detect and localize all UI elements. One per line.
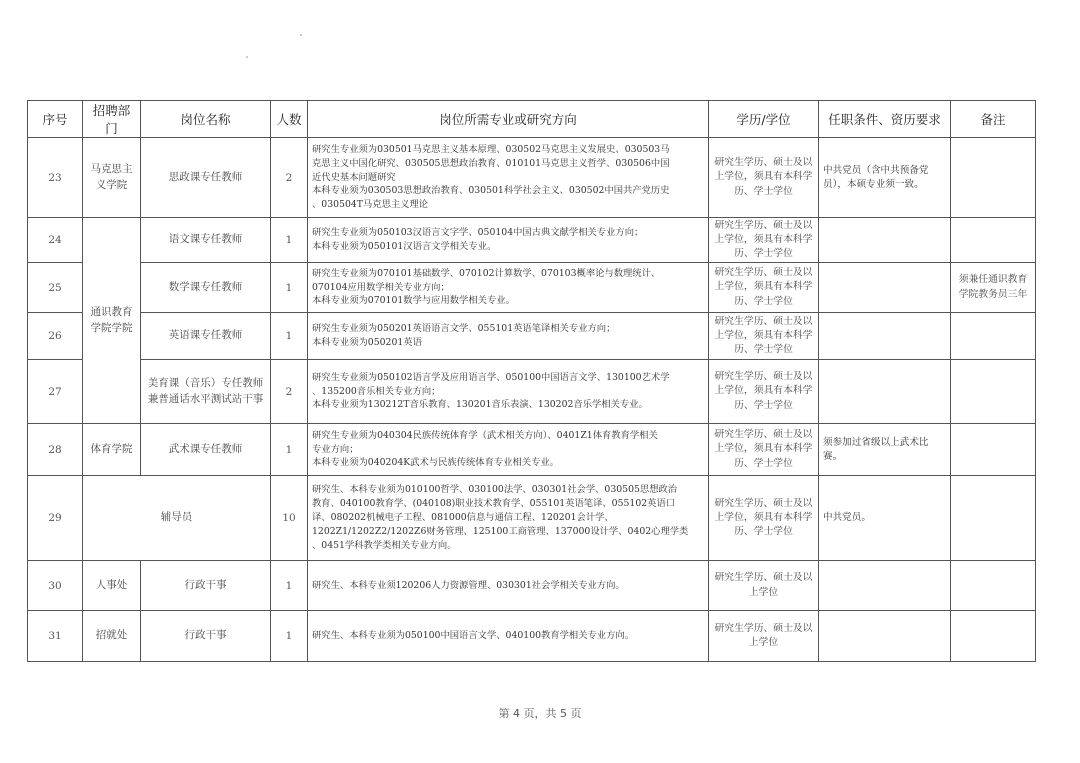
row-position: 数学课专任教师 (141, 263, 271, 313)
row-note (951, 138, 1036, 218)
requirement-line: 研究生专业须为050201英语语言文学、055101英语笔译相关专业方向； (312, 323, 616, 335)
row-conditions (819, 218, 951, 263)
row-count: 1 (271, 611, 308, 662)
row-no: 25 (28, 263, 83, 313)
row-position: 美育课（音乐）专任教师兼普通话水平测试站干事 (141, 360, 271, 424)
requirement-line: 070104应用数学相关专业方向； (312, 281, 450, 293)
requirement-line: 、135200音乐相关专业方向； (312, 385, 441, 397)
requirement-line: 、0451学科教学类相关专业方向。 (312, 539, 457, 551)
requirement-line: 本科专业须为050201英语 (312, 337, 422, 348)
row-count: 1 (271, 313, 308, 360)
row-education: 研究生学历、硕士及以上学位，须具有本科学历、学士学位 (709, 313, 819, 360)
requirement-line: 克思主义中国化研究、030505思想政治教育、010101马克思主义哲学、030506中国 (312, 157, 670, 169)
row-note (951, 313, 1036, 360)
requirement-line: 译、080202机械电子工程、081000信息与通信工程、120201会计学、 (312, 512, 614, 524)
table-row (28, 424, 1036, 476)
row-requirements (308, 611, 709, 662)
row-dept: 体育学院 (83, 424, 141, 476)
row-requirements (308, 218, 709, 263)
row-count: 2 (271, 360, 308, 424)
requirement-line: 本科专业须为070101数学与应用数学相关专业。 (312, 295, 515, 307)
table-row (28, 561, 1036, 611)
table-row (28, 218, 1036, 263)
row-count: 2 (271, 138, 308, 218)
row-note (951, 360, 1036, 424)
header-dept: 招聘部门 (83, 101, 141, 138)
table-row (28, 313, 1036, 360)
header-conditions: 任职条件、资历要求 (819, 101, 951, 138)
row-conditions: 中共党员。 (819, 476, 951, 561)
row-position: 思政课专任教师 (141, 138, 271, 218)
header-note: 备注 (951, 101, 1036, 138)
table-row (28, 360, 1036, 424)
requirement-line: 教育、040100教育学、(040108)职业技术教育学、055101英语笔译、055102英语口 (312, 498, 676, 510)
requirement-line: 本科专业须为130212T音乐教育、130201音乐表演、130202音乐学相关专业。 (312, 399, 648, 411)
row-requirements (308, 424, 709, 476)
header-count: 人数 (271, 101, 308, 138)
row-requirements (308, 138, 709, 218)
row-dept: 通识教育学院学院 (83, 218, 141, 424)
row-education: 研究生学历、硕士及以上学位，须具有本科学历、学士学位 (709, 424, 819, 476)
row-education: 研究生学历、硕士及以上学位，须具有本科学历、学士学位 (709, 263, 819, 313)
row-dept: 人事处 (83, 561, 141, 611)
requirement-line: 本科专业须为040204K武术与民族传统体育专业相关专业。 (312, 457, 559, 469)
requirement-line: 近代史基本问题研究 (312, 171, 396, 183)
row-conditions (819, 313, 951, 360)
requirement-line: 研究生专业须为070101基础数学、070102计算数学、070103概率论与数理统计、 (312, 267, 661, 279)
row-position: 辅导员 (83, 476, 271, 561)
row-position: 行政干事 (141, 611, 271, 662)
row-conditions (819, 561, 951, 611)
requirement-line: 1202Z1/1202Z2/1202Z6财务管理、125100工商管理、137000设计学、0402心理学类 (312, 525, 689, 537)
row-no: 24 (28, 218, 83, 263)
row-count: 1 (271, 263, 308, 313)
table-row (28, 138, 1036, 218)
page-number-footer: 第 4 页，共 5 页 (498, 707, 582, 720)
table-row (28, 611, 1036, 662)
row-requirements (308, 561, 709, 611)
row-note (951, 611, 1036, 662)
row-position: 英语课专任教师 (141, 313, 271, 360)
header-education: 学历/学位 (709, 101, 819, 138)
row-requirements (308, 263, 709, 313)
row-requirements (308, 313, 709, 360)
recruitment-table (27, 100, 1036, 662)
row-note (951, 561, 1036, 611)
row-education: 研究生学历、硕士及以上学位，须具有本科学历、学士学位 (709, 138, 819, 218)
row-count: 10 (271, 476, 308, 561)
row-note: 须兼任通识教育学院教务员三年 (951, 263, 1036, 313)
table-row (28, 263, 1036, 313)
scan-speck (246, 56, 248, 58)
row-education: 研究生学历、硕士及以上学位，须具有本科学历、学士学位 (709, 360, 819, 424)
requirement-line: 本科专业须为050101汉语言文学相关专业。 (312, 241, 497, 252)
row-no: 31 (28, 611, 83, 662)
requirement-line: 专业方向； (312, 443, 359, 455)
row-no: 29 (28, 476, 83, 561)
header-requirements: 岗位所需专业或研究方向 (308, 101, 709, 138)
row-requirements (308, 476, 709, 561)
row-education: 研究生学历、硕士及以上学位，须具有本科学历、学士学位 (709, 476, 819, 561)
row-no: 23 (28, 138, 83, 218)
requirement-line: 研究生、本科专业须为050100中国语言文学、040100教育学相关专业方向。 (312, 630, 634, 642)
row-note (951, 424, 1036, 476)
row-note (951, 218, 1036, 263)
row-note (951, 476, 1036, 561)
table-row (28, 476, 1036, 561)
row-education: 研究生学历、硕士及以上学位，须具有本科学历、学士学位 (709, 218, 819, 263)
row-education: 研究生学历、硕士及以上学位 (709, 611, 819, 662)
row-dept: 马克思主义学院 (83, 138, 141, 218)
row-position: 语文课专任教师 (141, 218, 271, 263)
scan-speck (300, 34, 302, 36)
row-count: 1 (271, 218, 308, 263)
requirement-line: 研究生专业须为030501马克思主义基本原理、030502马克思主义发展史、030503马 (312, 143, 670, 155)
row-count: 1 (271, 561, 308, 611)
requirement-line: 研究生、本科专业须为010100哲学、030100法学、030301社会学、030505思想政治 (312, 484, 678, 496)
requirement-line: 研究生专业须为050103汉语言文字学、050104中国古典文献学相关专业方向； (312, 227, 644, 239)
requirement-line: 、030504T马克思主义理论 (312, 199, 429, 211)
row-no: 28 (28, 424, 83, 476)
row-conditions: 须参加过省级以上武术比赛。 (819, 424, 951, 476)
header-no: 序号 (28, 101, 83, 138)
row-conditions (819, 360, 951, 424)
requirement-line: 研究生专业须为040304民族传统体育学（武术相关方向）、0401Z1体育教育学相关 (312, 429, 658, 441)
row-conditions (819, 611, 951, 662)
row-conditions: 中共党员（含中共预备党员），本硕专业须一致。 (819, 138, 951, 218)
row-no: 30 (28, 561, 83, 611)
row-no: 27 (28, 360, 83, 424)
header-position: 岗位名称 (141, 101, 271, 138)
row-education: 研究生学历、硕士及以上学位 (709, 561, 819, 611)
row-conditions (819, 263, 951, 313)
requirement-line: 本科专业须为030503思想政治教育、030501科学社会主义、030502中国共产党历史 (312, 185, 670, 197)
row-position: 行政干事 (141, 561, 271, 611)
requirement-line: 研究生专业须为050102语言学及应用语言学、050100中国语言文学、130100艺术学 (312, 371, 670, 383)
requirement-line: 研究生、本科专业须120206人力资源管理、030301社会学相关专业方向。 (312, 579, 625, 591)
row-dept: 招就处 (83, 611, 141, 662)
row-position: 武术课专任教师 (141, 424, 271, 476)
row-no: 26 (28, 313, 83, 360)
row-count: 1 (271, 424, 308, 476)
table-header-row (28, 101, 1036, 138)
row-requirements (308, 360, 709, 424)
